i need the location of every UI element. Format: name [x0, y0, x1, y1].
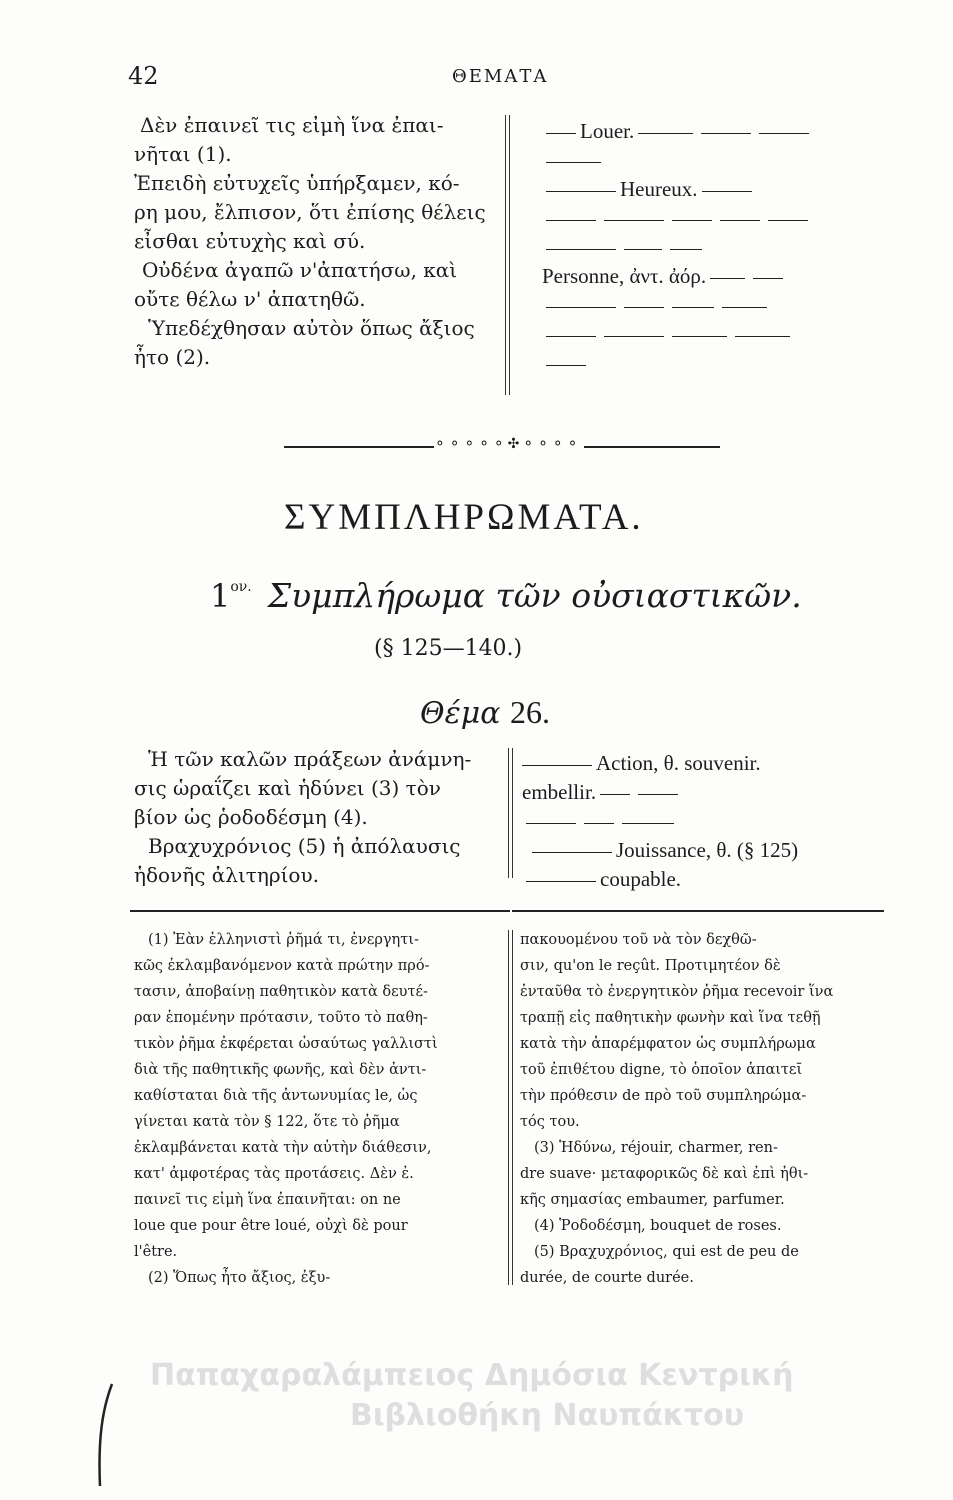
exercise-label: Θέμα — [420, 696, 501, 731]
footnote-line: ἐνταῦθα τὸ ἐνεργητικὸν ῥῆμα recevoir ἵνα — [520, 984, 834, 1000]
text-line: οὔτε θέλω ν' ἀπατηθῶ. — [134, 287, 366, 311]
footnote-line: σιν, qu'on le reçût. Προτιμητέον δὲ — [520, 958, 781, 974]
exercise-26-greek-text — [134, 745, 514, 890]
library-watermark-line-2: Βιβλιοθήκη Ναυπάκτου — [350, 1398, 745, 1433]
subsection-heading — [210, 576, 802, 615]
footnote-line: (1) Ἐὰν ἑλληνιστὶ ῥῆμά τι, ἐνεργητι- — [148, 932, 419, 948]
column-divider — [505, 115, 510, 395]
footnote-line: ἐκλαμβάνεται κατὰ τὴν αὐτὴν διάθεσιν, — [134, 1140, 432, 1156]
pen-mark-icon — [90, 1380, 120, 1490]
text-line: ἡδονῆς ἀλιτηρίου. — [134, 863, 319, 887]
footnote-line: παινεῖ τις εἰμὴ ἵνα ἐπαινῆται: on ne — [134, 1192, 401, 1208]
footnote-line: κῶς ἐκλαμβανόμενον κατὰ πρώτην πρό- — [134, 958, 430, 974]
ornamental-rule — [284, 436, 720, 454]
text-line: Δὲν ἐπαινεῖ τις εἰμὴ ἵνα ἐπαι- — [140, 113, 444, 137]
text-line: Οὐδένα ἀγαπῶ ν'ἀπατήσω, καὶ — [142, 258, 458, 282]
ornament-dots: ⚬⚬⚬⚬⚬✣⚬⚬⚬⚬ — [434, 436, 582, 452]
text-line: Ἐπειδὴ εὐτυχεῖς ὑπήρξαμεν, κό- — [134, 171, 460, 195]
exercise-26-french-vocab — [522, 749, 902, 894]
text-line: Ὑπεδέχθησαν αὐτὸν ὅπως ἄξιος — [148, 316, 475, 340]
footnote-line: κατὰ τὴν ἀπαρέμφατον ὡς συμπλήρωμα — [520, 1036, 816, 1052]
footnote-line: κῆς σημασίας embaumer, parfumer. — [520, 1192, 785, 1208]
footnote-line: καθίσταται διὰ τῆς ἀντωνυμίας le, ὡς — [134, 1088, 418, 1104]
exercise-greek-text — [134, 111, 494, 372]
footnote-line: τός του. — [520, 1114, 580, 1130]
vocab-embellir: embellir. — [522, 780, 597, 804]
section-title: ΣΥΜΠΛΗΡΩΜΑΤΑ. — [284, 497, 644, 538]
text-line: ἦτο (2). — [134, 345, 211, 369]
footnote-line: ραν ἑπομένην πρότασιν, τοῦτο τὸ παθη- — [134, 1010, 428, 1026]
exercise-french-vocab — [542, 117, 882, 378]
exercise-number: 26. — [510, 694, 550, 730]
column-divider — [508, 748, 513, 878]
footnotes-left — [134, 927, 504, 1291]
footnote-line: τραπῇ εἰς παθητικὴν φωνὴν καὶ ἵνα τεθῇ — [520, 1010, 821, 1026]
text-line: βίον ὡς ῥοδοδέσμη (4). — [134, 805, 368, 829]
vocab-coupable: coupable. — [600, 867, 682, 891]
library-watermark-line-1: Παπαχαραλάμπειος Δημόσια Κεντρική — [150, 1358, 794, 1393]
footnote-line: τικὸν ῥῆμα ἐκφέρεται ὡσαύτως γαλλιστὶ — [134, 1036, 438, 1052]
footnote-line: durée, de courte durée. — [520, 1270, 694, 1286]
text-line: Βραχυχρόνιος (5) ἡ ἀπόλαυσις — [148, 834, 461, 858]
footnote-line: διὰ τῆς παθητικῆς φωνῆς, καὶ δὲν ἀντι- — [134, 1062, 427, 1078]
footnotes-right — [520, 927, 888, 1291]
text-line: νῆται (1). — [134, 142, 232, 166]
vocab-personne: Personne, ἀντ. ἀόρ. — [542, 264, 707, 288]
footnote-divider — [508, 930, 513, 1285]
footnote-line: πακουομένου τοῦ νὰ τὸν δεχθῶ- — [520, 932, 757, 948]
text-line: εἶσθαι εὐτυχὴς καὶ σύ. — [134, 229, 366, 253]
footnote-line: (2) Ὅπως ἦτο ἄξιος, ἐξυ- — [148, 1270, 331, 1286]
vocab-louer: Louer. — [580, 119, 635, 143]
exercise-heading — [420, 694, 550, 731]
footnote-line: τὴν πρόθεσιν de πρὸ τοῦ συμπληρώμα- — [520, 1088, 807, 1104]
paragraph-reference: (§ 125—140.) — [374, 636, 523, 661]
footnote-line: l'être. — [134, 1244, 178, 1260]
footnote-line: loue que pour être loué, οὐχὶ δὲ pour — [134, 1218, 408, 1234]
subsection-ordinal: 1 — [210, 577, 231, 615]
footnote-line: (5) Βραχυχρόνιος, qui est de peu de — [534, 1244, 799, 1260]
running-head: ΘΕΜΑΤΑ — [452, 66, 549, 87]
vocab-heureux: Heureux. — [620, 177, 698, 201]
text-line: Ἡ τῶν καλῶν πράξεων ἀνάμνη- — [148, 747, 472, 771]
footnote-line: γίνεται κατὰ τὸν § 122, ὅτε τὸ ῥῆμα — [134, 1114, 400, 1130]
footnote-rule-right — [512, 910, 884, 912]
subsection-title: Συμπλήρωμα τῶν οὐσιαστικῶν. — [267, 576, 802, 615]
footnote-line: κατ' ἀμφοτέρας τὰς προτάσεις. Δὲν ἐ. — [134, 1166, 414, 1182]
text-line: σις ὡραΐζει καὶ ἡδύνει (3) τὸν — [134, 776, 441, 800]
footnote-line: dre suave· μεταφορικῶς δὲ καὶ ἐπὶ ἠθι- — [520, 1166, 809, 1182]
footnote-rule-left — [130, 910, 510, 912]
subsection-ordinal-suffix: ον. — [230, 579, 252, 595]
vocab-jouissance: Jouissance, θ. (§ 125) — [616, 838, 799, 862]
footnote-line: (3) Ἡδύνω, réjouir, charmer, ren- — [534, 1140, 778, 1156]
vocab-action: Action, θ. souvenir. — [596, 751, 761, 775]
footnote-line: τοῦ ἐπιθέτου digne, τὸ ὁποῖον ἀπαιτεῖ — [520, 1062, 803, 1078]
footnote-line: (4) Ῥοδοδέσμη, bouquet de roses. — [534, 1218, 782, 1234]
footnote-line: τασιν, ἀποβαίνῃ παθητικὸν κατὰ δευτέ- — [134, 984, 428, 1000]
text-line: ρη μου, ἔλπισον, ὅτι ἐπίσης θέλεις — [134, 200, 486, 224]
page-number: 42 — [128, 62, 159, 90]
